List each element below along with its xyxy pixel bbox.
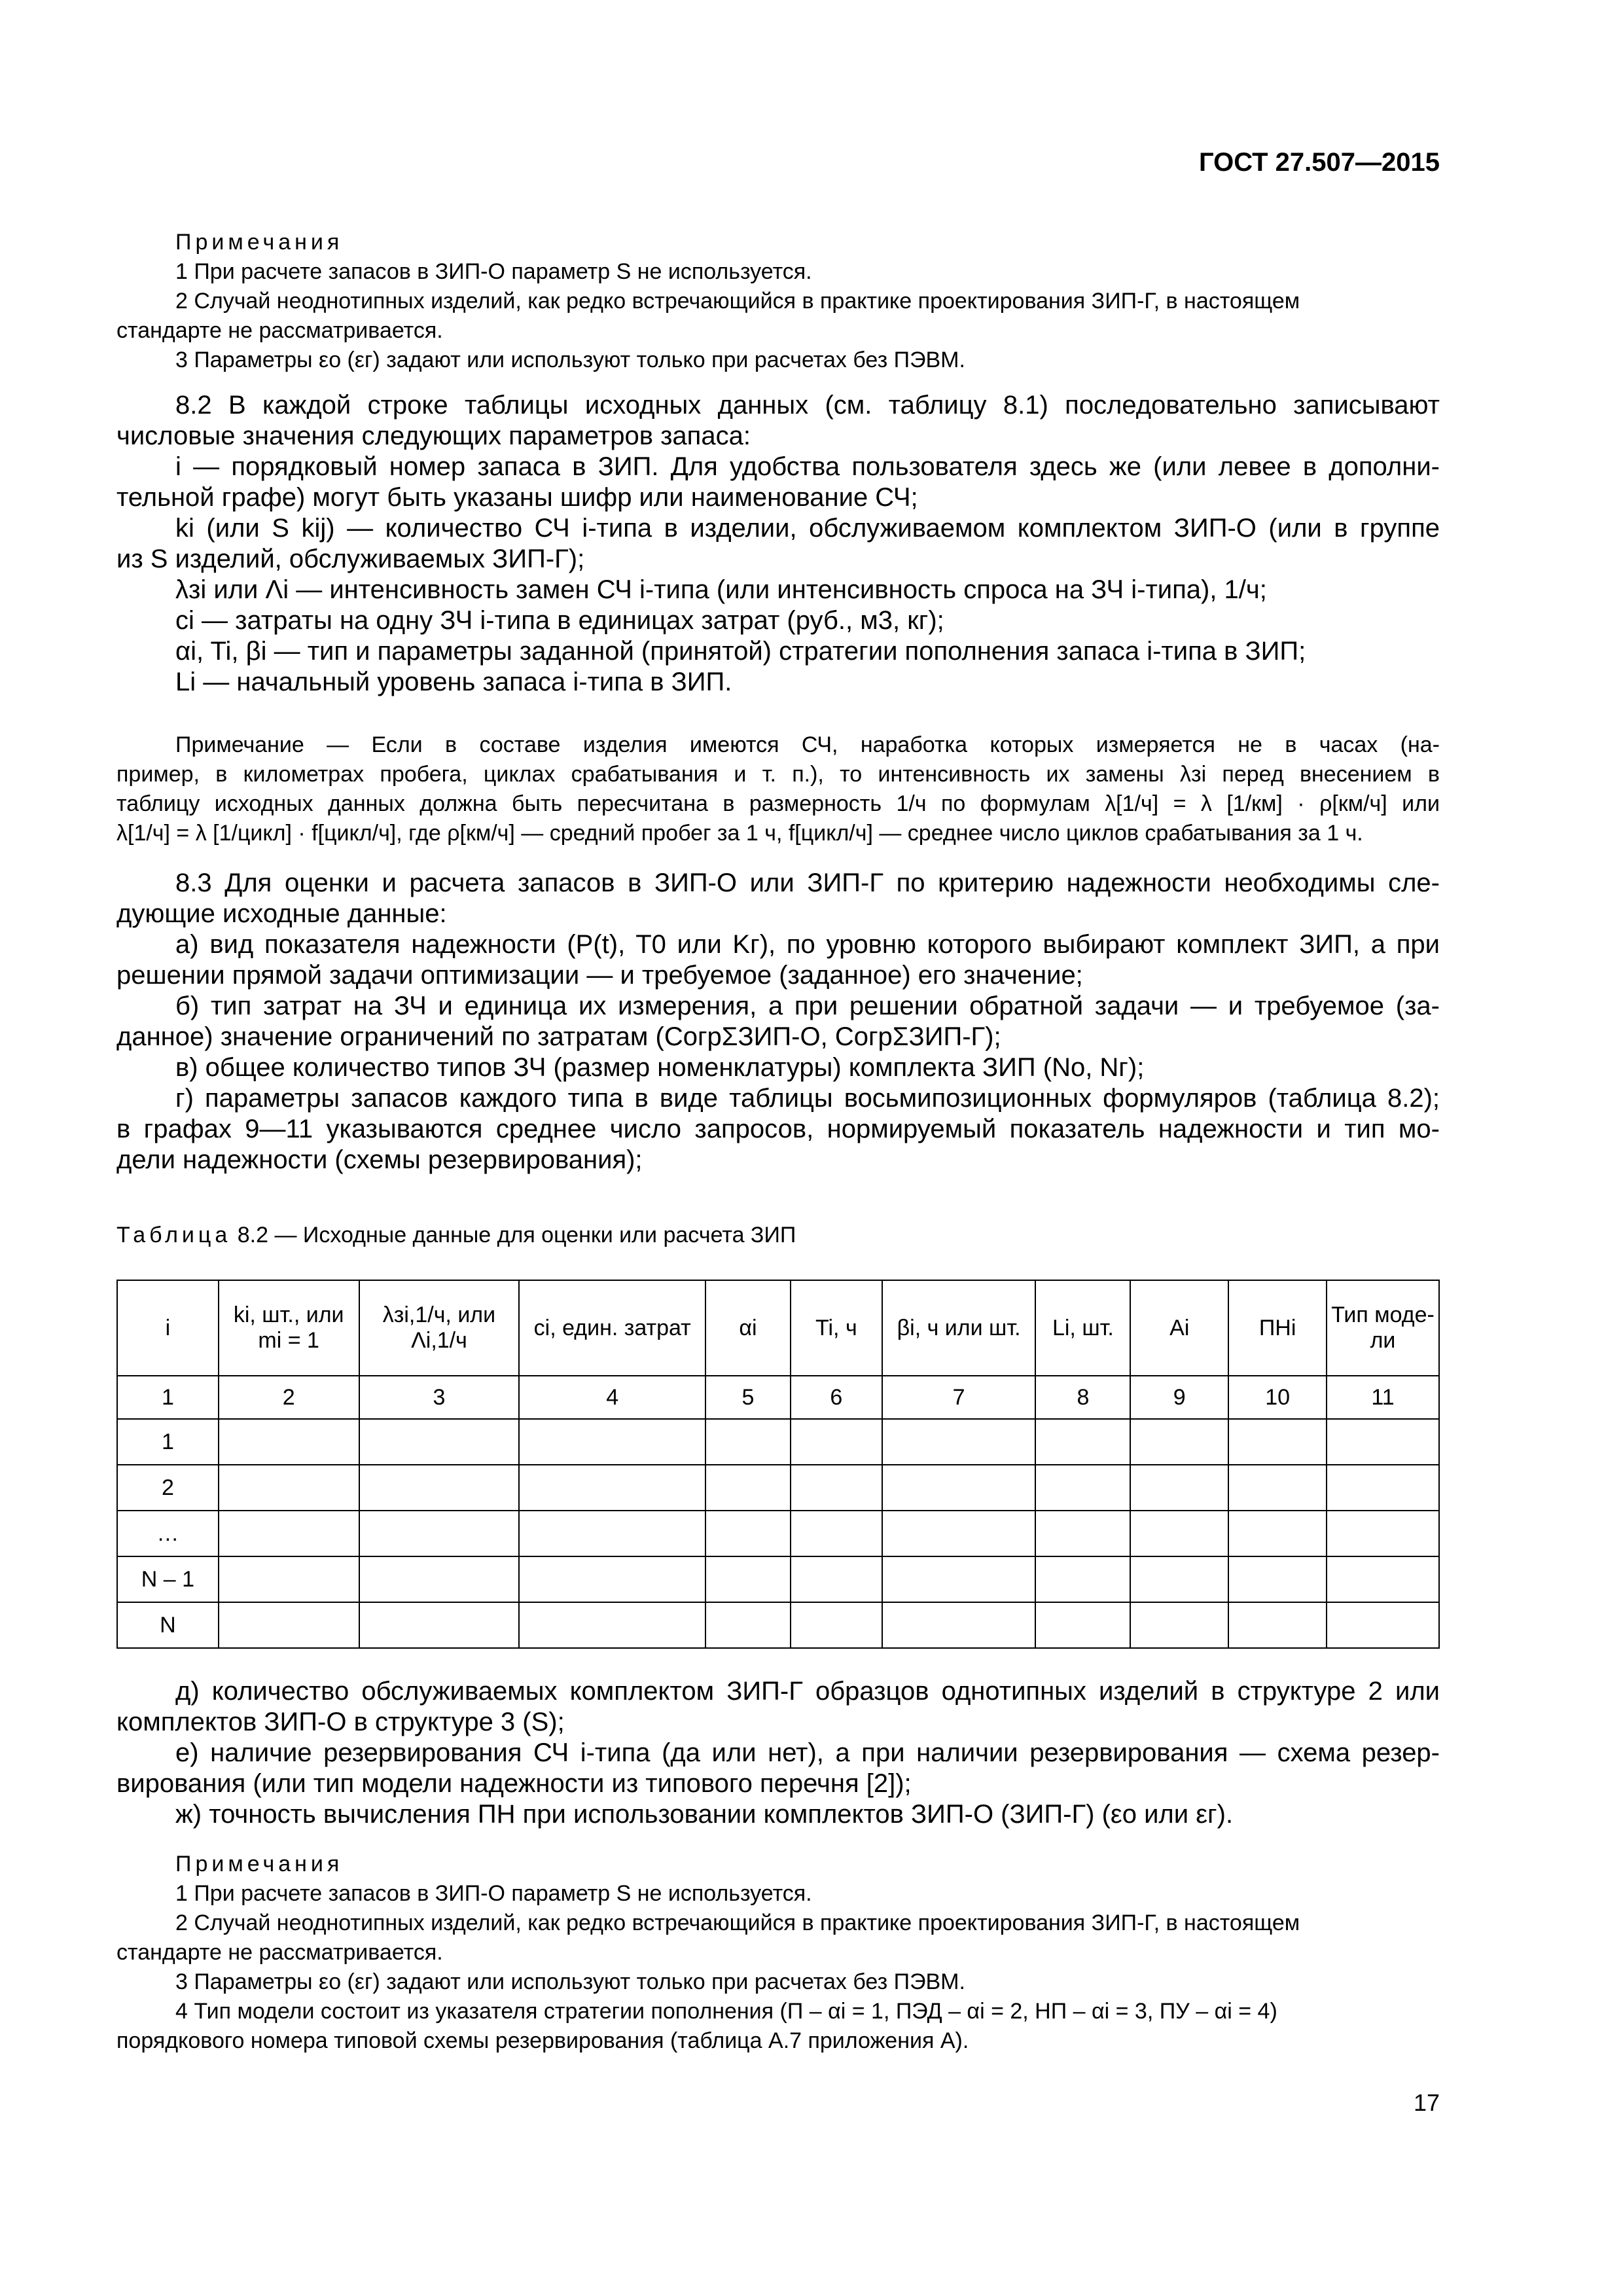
s82-line-9: αi, Ti, βi — тип и параметры заданной (принятой) стратегии пополнения запаса i-типа в ЗИП; xyxy=(175,637,1306,666)
th-l: Li, шт. xyxy=(1035,1280,1130,1376)
th-model: Тип моде-ли xyxy=(1327,1280,1439,1376)
table-caption xyxy=(116,1223,1440,1248)
table-row xyxy=(117,1419,1439,1465)
note-b-2b: стандарте не рассматривается. xyxy=(116,1940,443,1965)
col-num: 3 xyxy=(359,1376,520,1419)
s82-line-5: ki (или S kij) — количество СЧ i-типа в изделии, обслуживаемом комплектом ЗИП-О (или в группе xyxy=(175,514,1440,543)
note-1: 1 При расчете запасов в ЗИП-О параметр S не используется. xyxy=(175,259,812,284)
col-num: 7 xyxy=(882,1376,1036,1419)
s83-line-1: 8.3 Для оценки и расчета запасов в ЗИП-О или ЗИП-Г по критерию надежности необходимы сле- xyxy=(175,869,1440,897)
note-b-2a: 2 Случай неоднотипных изделий, как редко встречающийся в практике проектирования ЗИП-Г, в настоящем xyxy=(175,1910,1300,1935)
s82-line-8: ci — затраты на одну ЗЧ i-типа в единицах затрат (руб., м3, кг); xyxy=(175,606,944,635)
row-index: 2 xyxy=(117,1465,219,1511)
col-num: 2 xyxy=(219,1376,359,1419)
col-num: 9 xyxy=(1130,1376,1228,1419)
note-2b: стандарте не рассматривается. xyxy=(116,318,443,343)
col-num: 1 xyxy=(117,1376,219,1419)
standard-header: ГОСТ 27.507—2015 xyxy=(1198,148,1440,177)
th-beta: βi, ч или шт. xyxy=(882,1280,1036,1376)
s83-line-9: в графах 9—11 указываются среднее число запросов, нормируемый показатель надежности и тип мо- xyxy=(116,1115,1440,1143)
s82-line-1: 8.2 В каждой строке таблицы исходных данных (см. таблицу 8.1) последовательно записывают xyxy=(175,391,1440,420)
s83-line-2: дующие исходные данные: xyxy=(116,899,447,928)
th-k: ki, шт., или mi = 1 xyxy=(219,1280,359,1376)
table-row xyxy=(117,1511,1439,1556)
table-caption-label: Таблица xyxy=(116,1223,232,1247)
col-num: 8 xyxy=(1035,1376,1130,1419)
s83-line-6: данное) значение ограничений по затратам (CогрΣЗИП-О, CогрΣЗИП-Г); xyxy=(116,1022,1001,1051)
s83-line-7: в) общее количество типов ЗЧ (размер номенклатуры) комплекта ЗИП (Nо, Nг); xyxy=(175,1053,1145,1082)
s83-line-8: г) параметры запасов каждого типа в виде таблицы восьмипозиционных формуляров (таблица 8.2); xyxy=(175,1084,1440,1113)
s83-line-3: а) вид показателя надежности (P(t), T0 или Kг), по уровню которого выбирают комплект ЗИП, а при xyxy=(175,930,1440,959)
th-lambda: λзi,1/ч, или Λi,1/ч xyxy=(359,1280,520,1376)
note-2a: 2 Случай неоднотипных изделий, как редко встречающийся в практике проектирования ЗИП-Г, в настоящем xyxy=(175,289,1300,314)
s83b-line-5: ж) точность вычисления ПН при использовании комплектов ЗИП-О (ЗИП-Г) (εо или εг). xyxy=(175,1800,1234,1829)
s82-line-10: Li — начальный уровень запаса i-типа в ЗИП. xyxy=(175,668,732,696)
table-header-row xyxy=(117,1280,1439,1376)
s83-line-5: б) тип затрат на ЗЧ и единица их измерения, а при решении обратной задачи — и требуемое (за- xyxy=(175,992,1440,1020)
s83b-line-3: е) наличие резервирования СЧ i-типа (да или нет), а при наличии резервирования — схема резер- xyxy=(175,1738,1440,1767)
notes-bottom-title: Примечания xyxy=(175,1852,344,1876)
note-b-4a: 4 Тип модели состоит из указателя стратегии пополнения (П – αi = 1, ПЭД – αi = 2, НП – αi = 3, ПУ – αi = 4) xyxy=(175,1999,1277,2024)
col-num: 11 xyxy=(1327,1376,1439,1419)
th-t: Ti, ч xyxy=(791,1280,882,1376)
note-mid-line-2: пример, в километрах пробега, циклах срабатывания и т. п.), то интенсивность их замены λзi перед внесением в xyxy=(116,762,1440,787)
section-8-3 xyxy=(116,868,1440,1175)
s82-line-2: числовые значения следующих параметров запаса: xyxy=(116,422,751,450)
s82-line-7: λзi или Λi — интенсивность замен СЧ i-типа (или интенсивность спроса на ЗЧ i-типа), 1/ч; xyxy=(175,575,1267,604)
data-table xyxy=(116,1280,1440,1649)
page-number: 17 xyxy=(1413,2089,1440,2116)
s83-line-4: решении прямой задачи оптимизации — и требуемое (заданное) его значение; xyxy=(116,961,1083,990)
table-row xyxy=(117,1465,1439,1511)
s82-line-6: из S изделий, обслуживаемых ЗИП-Г); xyxy=(116,545,585,573)
note-b-4b: порядкового номера типовой схемы резервирования (таблица А.7 приложения А). xyxy=(116,2028,969,2053)
note-3: 3 Параметры εo (εг) задают или используют только при расчетах без ПЭВМ. xyxy=(175,348,965,372)
row-index: … xyxy=(117,1511,219,1556)
note-mid-line-3: таблицу исходных данных должна быть пересчитана в размерность 1/ч по формулам λ[1/ч] = λ [1/км] · ρ[км/ч] или xyxy=(116,791,1440,816)
table-row xyxy=(117,1556,1439,1602)
s83b-line-4: вирования (или тип модели надежности из типового перечня [2]); xyxy=(116,1769,912,1798)
s82-line-4: тельной графе) могут быть указаны шифр или наименование СЧ; xyxy=(116,483,918,512)
col-num: 5 xyxy=(705,1376,791,1419)
section-8-3-cont xyxy=(116,1676,1440,1830)
section-8-2 xyxy=(116,390,1440,698)
note-b-3: 3 Параметры εo (εг) задают или используют только при расчетах без ПЭВМ. xyxy=(175,1969,965,1994)
notes-bottom xyxy=(116,1850,1440,2056)
col-num: 4 xyxy=(519,1376,705,1419)
row-index: N – 1 xyxy=(117,1556,219,1602)
col-num: 10 xyxy=(1228,1376,1327,1419)
notes-title: Примечания xyxy=(175,230,344,255)
th-alpha: αi xyxy=(705,1280,791,1376)
s83b-line-2: комплектов ЗИП-О в структуре 3 (S); xyxy=(116,1708,565,1736)
note-middle xyxy=(116,730,1440,848)
col-num: 6 xyxy=(791,1376,882,1419)
s82-line-3: i — порядковый номер запаса в ЗИП. Для удобства пользователя здесь же (или левее в дополни- xyxy=(175,452,1440,481)
table-number-row xyxy=(117,1376,1439,1419)
notes-top xyxy=(116,228,1440,375)
row-index: 1 xyxy=(117,1419,219,1465)
th-a: Ai xyxy=(1130,1280,1228,1376)
row-index: N xyxy=(117,1602,219,1648)
th-c: ci, един. затрат xyxy=(519,1280,705,1376)
th-i: i xyxy=(117,1280,219,1376)
note-b-1: 1 При расчете запасов в ЗИП-О параметр S не используется. xyxy=(175,1881,812,1906)
note-mid-line-1: Примечание — Если в составе изделия имеются СЧ, наработка которых измеряется не в часах (на- xyxy=(175,732,1440,757)
note-mid-line-4: λ[1/ч] = λ [1/цикл] · f[цикл/ч], где ρ[км/ч] — средний пробег за 1 ч, f[цикл/ч] — среднее число циклов срабатывания за 1 ч. xyxy=(116,821,1363,846)
s83-line-10: дели надежности (схемы резервирования); xyxy=(116,1145,643,1174)
s83b-line-1: д) количество обслуживаемых комплектом ЗИП-Г образцов однотипных изделий в структуре 2 или xyxy=(175,1677,1440,1706)
th-pn: ПНi xyxy=(1228,1280,1327,1376)
table-row xyxy=(117,1602,1439,1648)
table-caption-text: 8.2 — Исходные данные для оценки или расчета ЗИП xyxy=(237,1223,796,1247)
